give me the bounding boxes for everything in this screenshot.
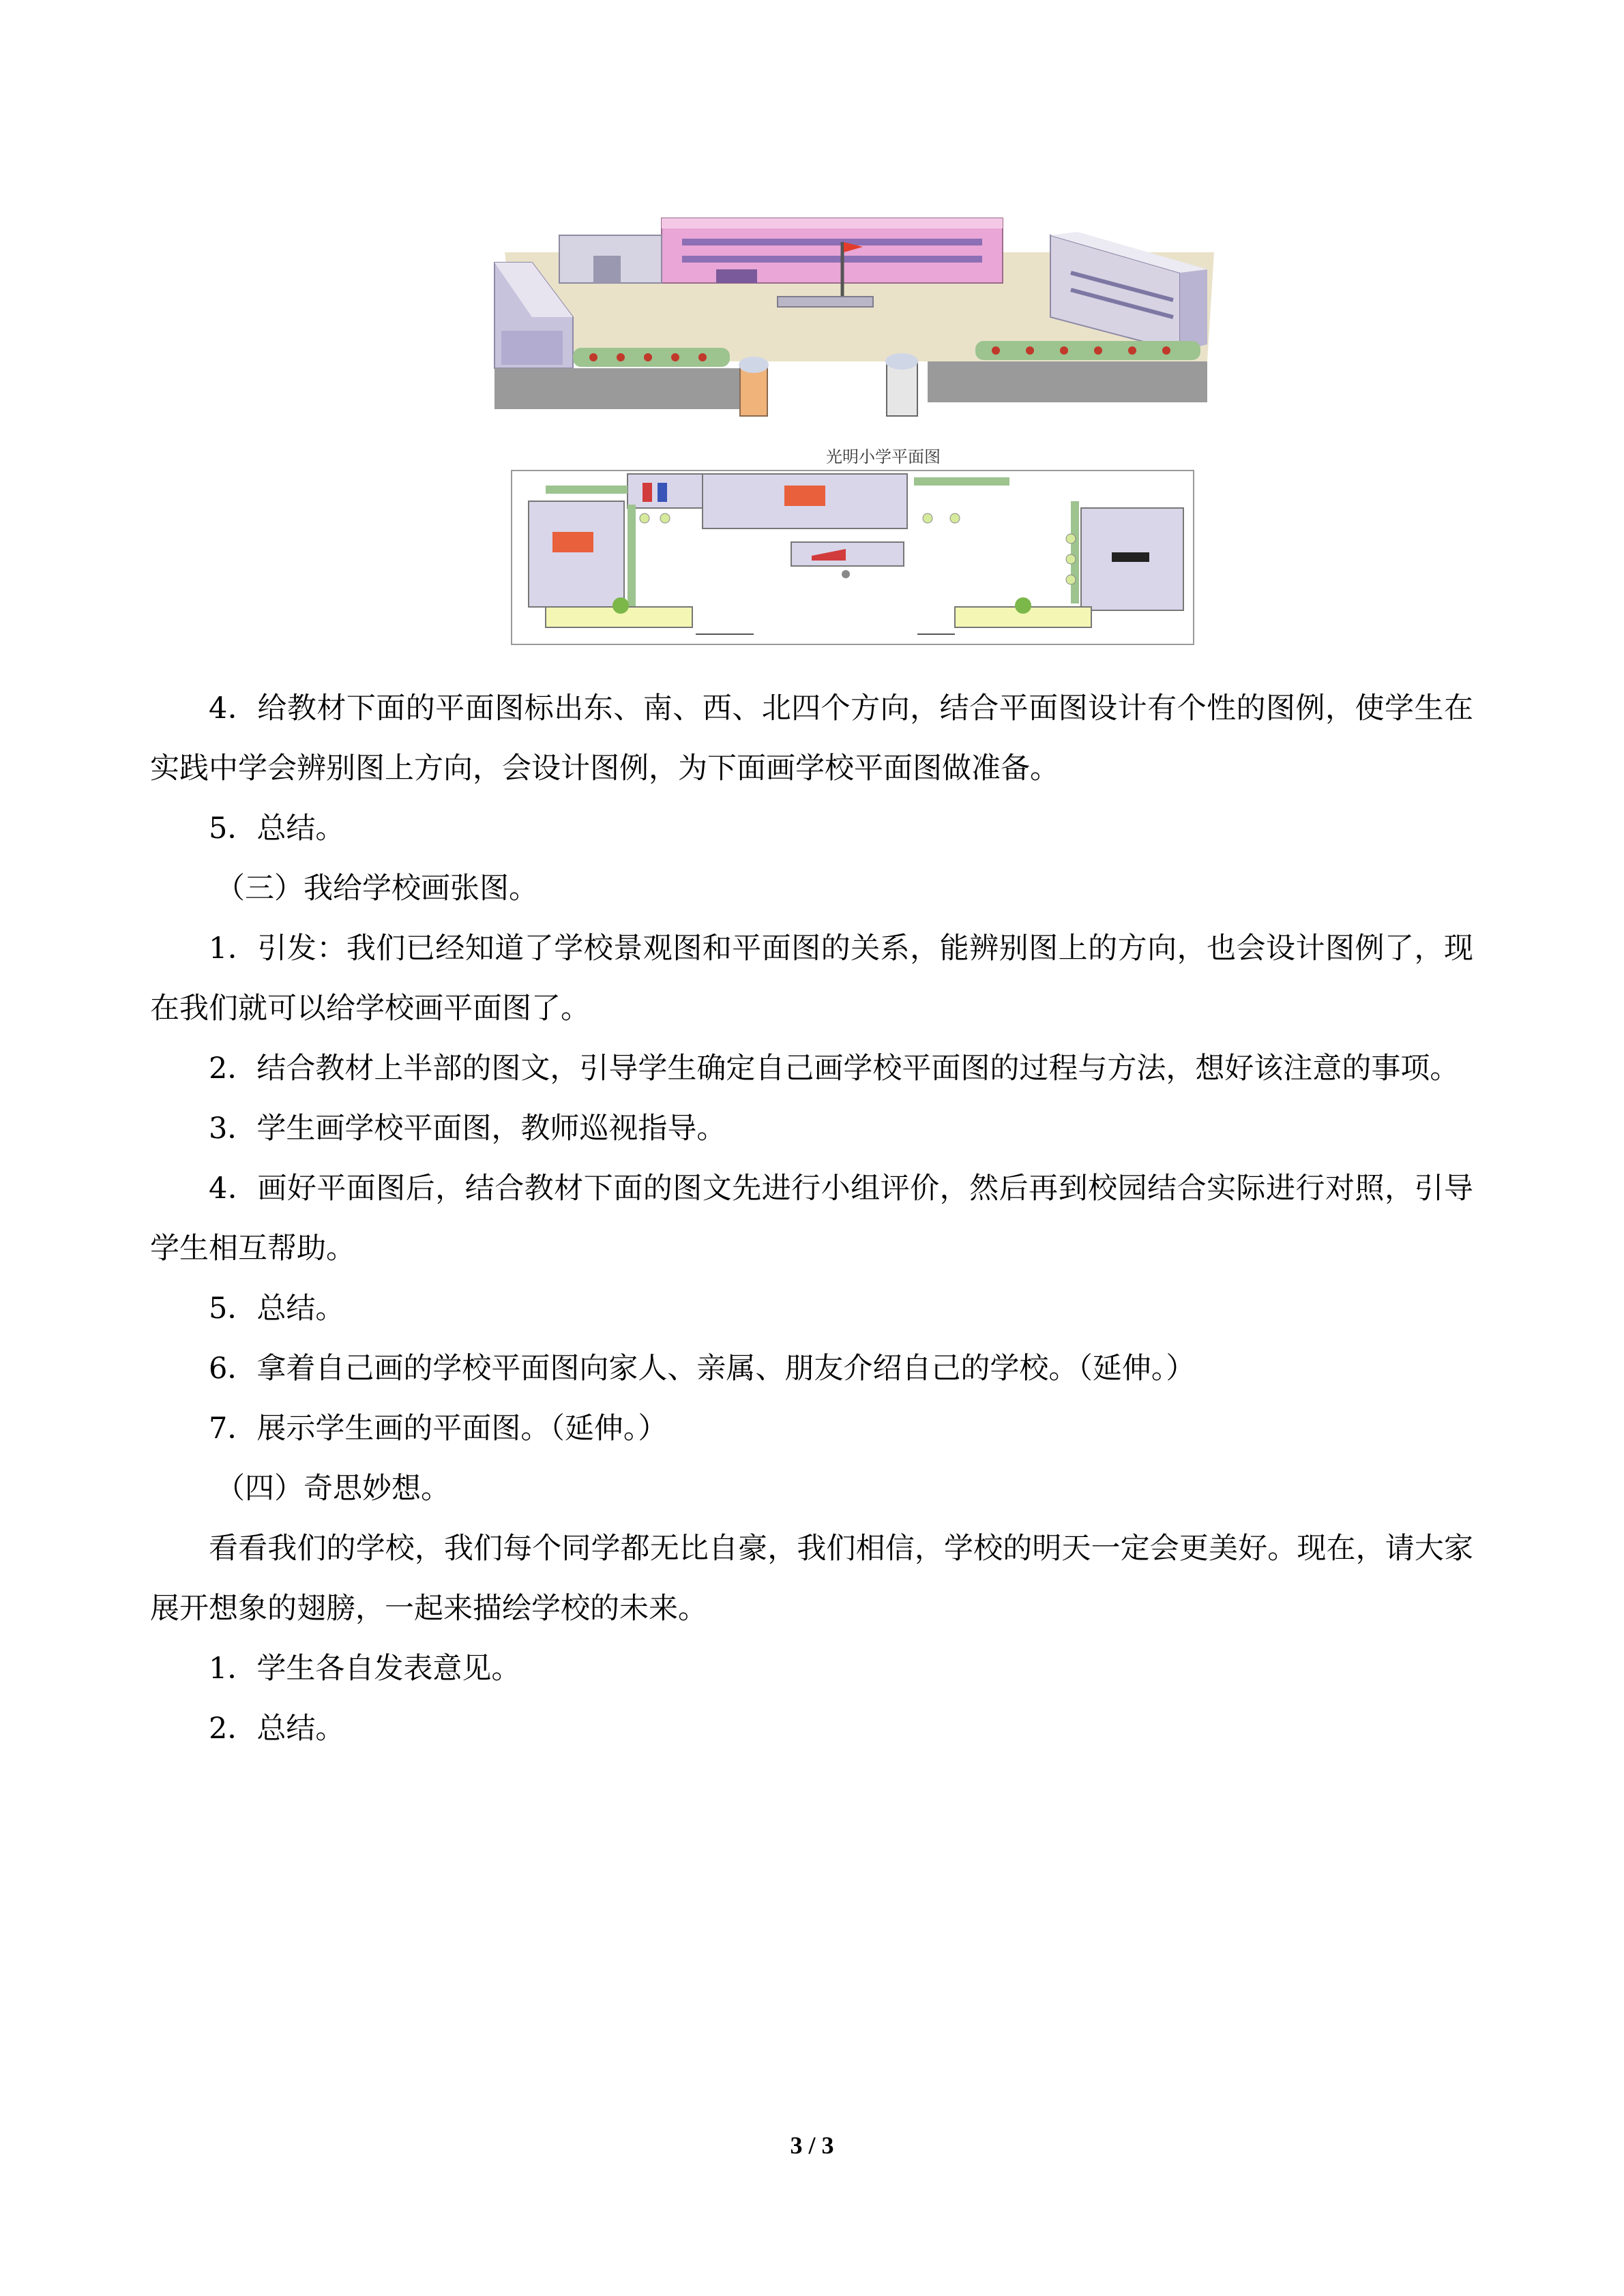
- paragraph-summary-2: 5．总结。: [209, 1292, 345, 1326]
- paragraph-step-4-evaluate: 4．画好平面图后，结合教材下面的图文先进行小组评价，然后再到校园结合实际进行对照，引导学生相互帮助。: [150, 1172, 1473, 1266]
- section-heading-three: （三）我给学校画张图。: [216, 871, 538, 906]
- paragraph-imagination: 看看我们的学校，我们每个同学都无比自豪，我们相信，学校的明天一定会更美好。现在，请大家展开想象的翅膀，一起来描绘学校的未来。: [150, 1532, 1473, 1626]
- paragraph-step-4-directions: 4．给教材下面的平面图标出东、南、西、北四个方向，结合平面图设计有个性的图例，使学生在实践中学会辨别图上方向，会设计图例，为下面画学校平面图做准备。: [150, 691, 1473, 786]
- school-landscape-illustration: [491, 208, 1275, 433]
- map-caption: 光明小学平面图: [826, 447, 941, 466]
- section-heading-four: （四）奇思妙想。: [216, 1472, 450, 1506]
- paragraph-step-7-display: 7．展示学生画的平面图。（延伸。）: [209, 1412, 668, 1446]
- paragraph-step-1-opinions: 1．学生各自发表意见。: [209, 1652, 521, 1686]
- page-number: 3 / 3: [790, 2132, 834, 2159]
- paragraph-step-2-method: 2．结合教材上半部的图文，引导学生确定自己画学校平面图的过程与方法，想好该注意的事项。: [209, 1052, 1460, 1086]
- paragraph-step-6-introduce: 6．拿着自己画的学校平面图向家人、亲属、朋友介绍自己的学校。（延伸。）: [209, 1352, 1196, 1386]
- paragraph-summary-3: 2．总结。: [209, 1712, 345, 1746]
- paragraph-summary-1: 5．总结。: [209, 811, 345, 846]
- lesson-plan-text: [150, 679, 1473, 1759]
- paragraph-step-1-introduce: 1．引发：我们已经知道了学校景观图和平面图的关系，能辨别图上的方向，也会设计图例了，现在我们就可以给学校画平面图了。: [150, 931, 1473, 1026]
- school-figure: [491, 198, 1275, 668]
- school-floor-plan: [512, 471, 1194, 644]
- paragraph-step-3-draw: 3．学生画学校平面图，教师巡视指导。: [209, 1112, 726, 1146]
